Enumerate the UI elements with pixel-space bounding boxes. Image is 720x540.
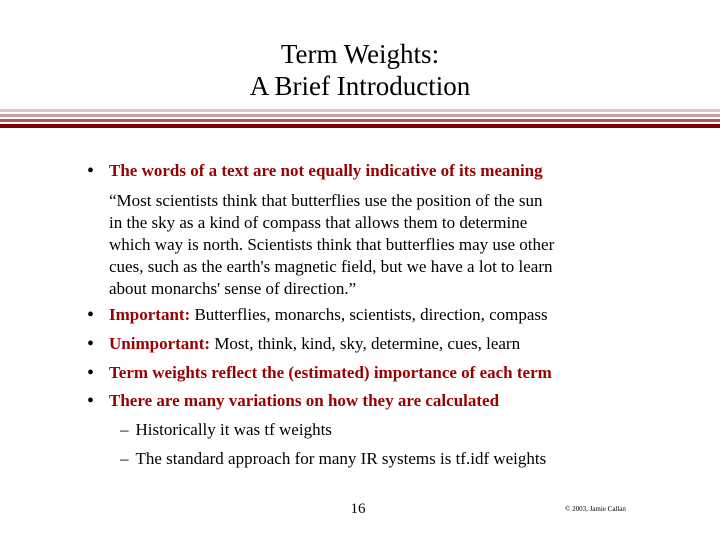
dash-icon: – [120, 420, 129, 439]
bullet-2 [109, 304, 548, 326]
unimportant-terms: Most, think, kind, sky, determine, cues, learn [214, 334, 521, 353]
important-label: Important: [109, 305, 191, 324]
bullet-icon: • [87, 362, 95, 384]
page-number: 16 [350, 501, 366, 517]
quote-line: about monarchs' sense of direction.” [109, 279, 357, 298]
unimportant-label: Unimportant: [109, 334, 211, 353]
dash-icon: – [120, 449, 129, 468]
bullet-1-text: The words of a text are not equally indicative of its meaning [109, 161, 543, 180]
bullet-5-text: There are many variations on how they are calculated [109, 391, 500, 410]
bullet-4-text: Term weights reflect the (estimated) importance of each term [109, 363, 552, 382]
bullet-icon: • [87, 390, 95, 412]
important-terms: Butterflies, monarchs, scientists, direction, compass [194, 305, 548, 324]
copyright-notice: © 2003, Jamie Callan [565, 505, 626, 513]
slide-title-line-1: Term Weights: [280, 39, 440, 69]
slide-title-line-2: A Brief Introduction [249, 71, 471, 101]
sub-bullet-1-text: Historically it was tf weights [135, 420, 332, 439]
sub-bullet-2 [120, 448, 546, 470]
quote-line: in the sky as a kind of compass that allows them to determine [109, 213, 528, 232]
quote-line: “Most scientists think that butterflies use the position of the sun [109, 191, 543, 210]
bullet-3 [109, 333, 520, 355]
bullet-icon: • [87, 160, 95, 182]
bullet-icon: • [87, 304, 95, 326]
sub-bullet-2-text: The standard approach for many IR systems is tf.idf weights [135, 449, 547, 468]
quote-line: which way is north. Scientists think that butterflies may use other [109, 235, 555, 254]
bullet-icon: • [87, 333, 95, 355]
sub-bullet-1 [120, 419, 332, 441]
quote-line: cues, such as the earth's magnetic field, but we have a lot to learn [109, 257, 553, 276]
